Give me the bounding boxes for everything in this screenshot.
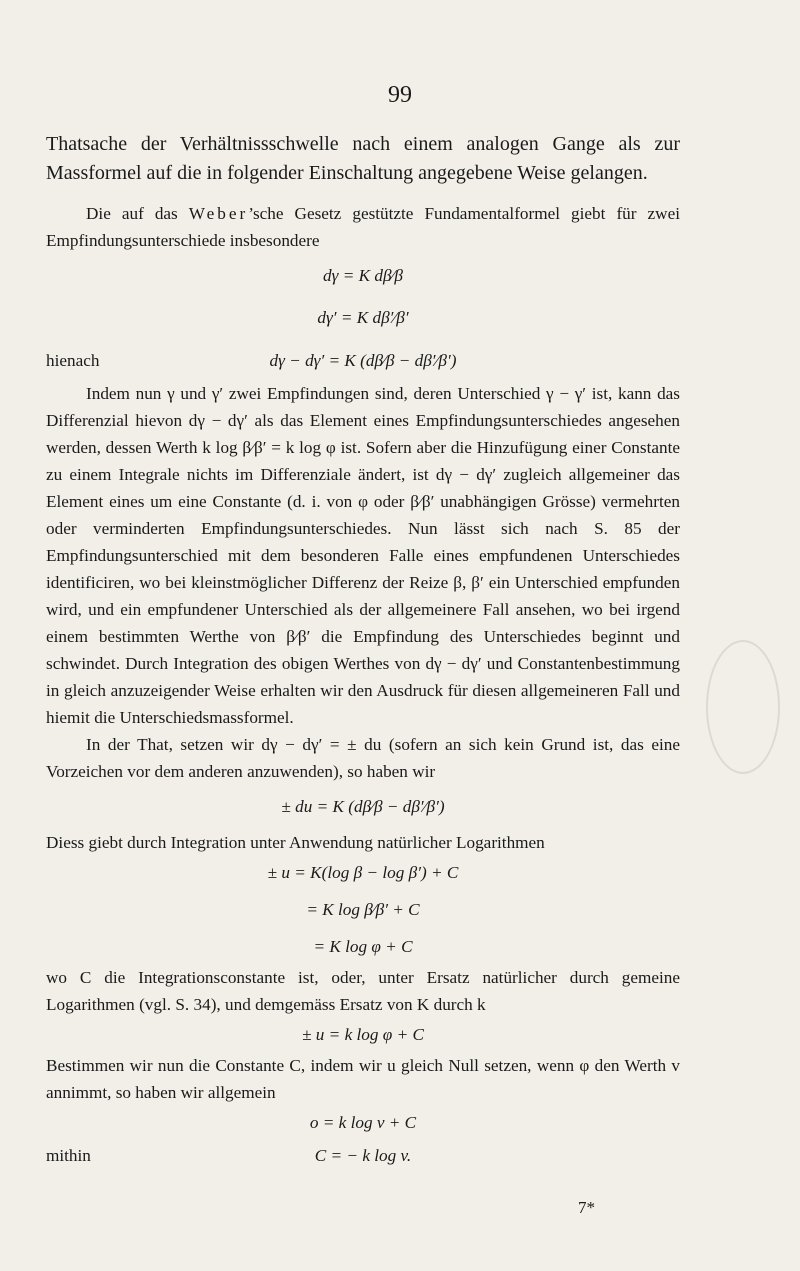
paragraph-setzen: In der That, setzen wir dγ − dγ′ = ± du (sofern an sich kein Grund ist, das eine Vorzeichen vor dem anderen anzuwenden), so haben wir [46, 735, 680, 781]
equation-7: = K log φ + C [313, 937, 413, 956]
opening-paragraph: Thatsache der Verhältnissschwelle nach einem analogen Gange als zur Massformel auf die in folgender Einschaltung angegebene Weise gelangen. [46, 133, 680, 184]
equation-10-row [46, 1140, 680, 1170]
paragraph-constant: wo C die Integrationsconstante ist, oder, unter Ersatz natürlicher durch gemeine Logarithmen (vgl. S. 34), und demgemäss Ersatz von K durch k [46, 968, 680, 1014]
library-stamp [706, 640, 780, 774]
equation-9: o = k log v + C [309, 1113, 417, 1132]
page-number: 99 [388, 82, 412, 108]
hienach-label: hienach [46, 350, 100, 370]
equation-3: dγ − dγ′ = K (dβ⁄β − dβ′⁄β′) [269, 350, 457, 370]
paragraph-bestimmen: Bestimmen wir nun die Constante C, indem wir u gleich Null setzen, wenn φ den Werth v annimmt, so haben wir allgemein [46, 1056, 680, 1102]
page-body [46, 130, 680, 1170]
equation-8: ± u = k log φ + C [302, 1025, 424, 1044]
equation-3-row [46, 340, 680, 380]
equation-1: dγ = K dβ⁄β [323, 266, 403, 285]
equation-4: ± du = K (dβ⁄β − dβ′⁄β′) [281, 797, 445, 816]
paragraph-text-b: ’sche Gesetz gestützte Fundamentalformel giebt für zwei Empfindungsunterschiede insbesondere [46, 204, 680, 250]
equation-5: ± u = K(log β − log β′) + C [267, 863, 459, 882]
equation-2: dγ′ = K dβ′⁄β′ [317, 308, 409, 327]
paragraph-integration: Diess giebt durch Integration unter Anwendung natürlicher Logarithmen [46, 833, 545, 852]
paragraph-fundamental-formula [46, 200, 680, 254]
paragraph-text-a: Die auf das [86, 204, 189, 223]
signature-mark: 7* [578, 1198, 595, 1217]
paragraph-differential: Indem nun γ und γ′ zwei Empfindungen sind, deren Unterschied γ − γ′ ist, kann das Differenzial hievon dγ − dγ′ als das Element eines Empfindungsunterschiedes angesehen werden, dessen Werth k log β⁄β′ = k log φ ist. Sofern aber die Hinzufügung einer Constante zu einem Integrale nichts im Differenziale ändert, ist dγ − dγ′ zugleich allgemeiner das Element eines um eine Constante (d. i. von φ oder β⁄β′ unabhängigen Grösse) vermehrten oder verminderten Empfindungsunterschiedes. Nun lässt sich nach S. 85 der Empfindungsunterschied mit dem besonderen Falle eines empfundenen Unterschiedes identificiren, wo bei kleinstmöglicher Differenz der Reize β, β′ ein Unterschied empfunden wird, und ein empfundener Unterschied als der allgemeinere Fall ansehen, wo bei irgend einem bestimmten Werthe von β⁄β′ die Empfindung des Unterschiedes beginnt und schwindet. Durch Integration des obigen Werthes von dγ − dγ′ und Constantenbestimmung in gleich anzuzeigender Weise erhalten wir den Ausdruck für diesen allgemeineren Fall und hiemit die Unterschiedsmassformel. [46, 384, 680, 727]
equation-6: = K log β⁄β′ + C [306, 900, 420, 919]
author-name: Weber [188, 204, 249, 223]
mithin-label: mithin [46, 1145, 91, 1165]
equation-10: C = − k log v. [314, 1145, 412, 1165]
